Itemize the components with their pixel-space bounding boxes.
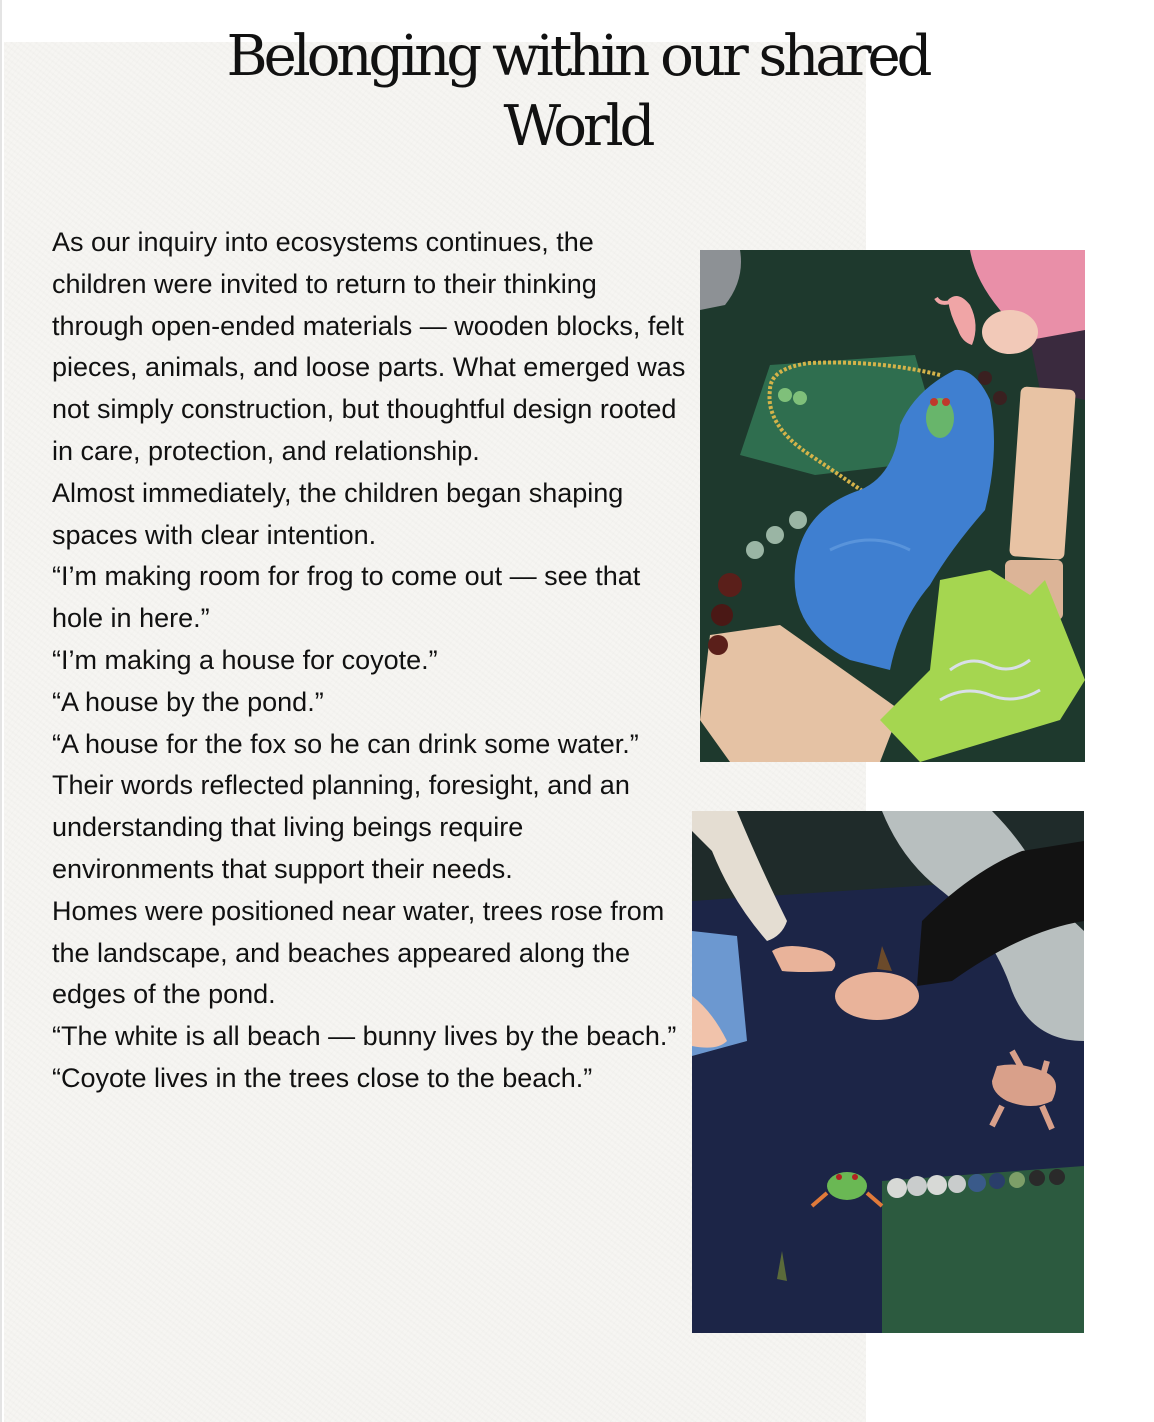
paragraph-homes: Homes were positioned near water, trees rose from the landscape, and beaches appeared along the edges of the pond. xyxy=(52,895,665,1010)
narrative-text xyxy=(52,222,692,1100)
photo-felt-pond-blocks xyxy=(700,250,1085,762)
paragraph-reflection: Their words reflected planning, foresight, and an understanding that living beings require environments that support their needs. xyxy=(52,770,630,884)
paragraph-intro: As our inquiry into ecosystems continues, the children were invited to return to their thinking through open-ended materials — wooden blocks, felt pieces, animals, and loose parts. What emerged was not simply construction, but thoughtful design rooted in care, protection, and relationship. xyxy=(52,227,686,466)
quote-beach: “The white is all beach — bunny lives by the beach.” xyxy=(52,1021,677,1052)
quote-frog: “I’m making room for frog to come out — see that hole in here.” xyxy=(52,561,641,634)
quote-pond-house: “A house by the pond.” xyxy=(52,686,324,717)
photo-hands-navy-felt xyxy=(692,811,1084,1333)
page-title xyxy=(130,22,1025,162)
quote-coyote-trees: “Coyote lives in the trees close to the beach.” xyxy=(52,1062,593,1093)
quote-coyote-house: “I’m making a house for coyote.” xyxy=(52,644,438,675)
quote-fox-house: “A house for the fox so he can drink some water.” xyxy=(52,728,639,759)
title-line-2: World xyxy=(503,94,652,159)
paragraph-intention: Almost immediately, the children began shaping spaces with clear intention. xyxy=(52,477,624,550)
page-left-edge xyxy=(0,0,2,1422)
title-line-1: Belonging within our shared xyxy=(226,24,929,89)
photo-hands-navy-felt-image xyxy=(692,811,1084,1333)
photo-felt-pond-blocks-image xyxy=(700,250,1085,762)
